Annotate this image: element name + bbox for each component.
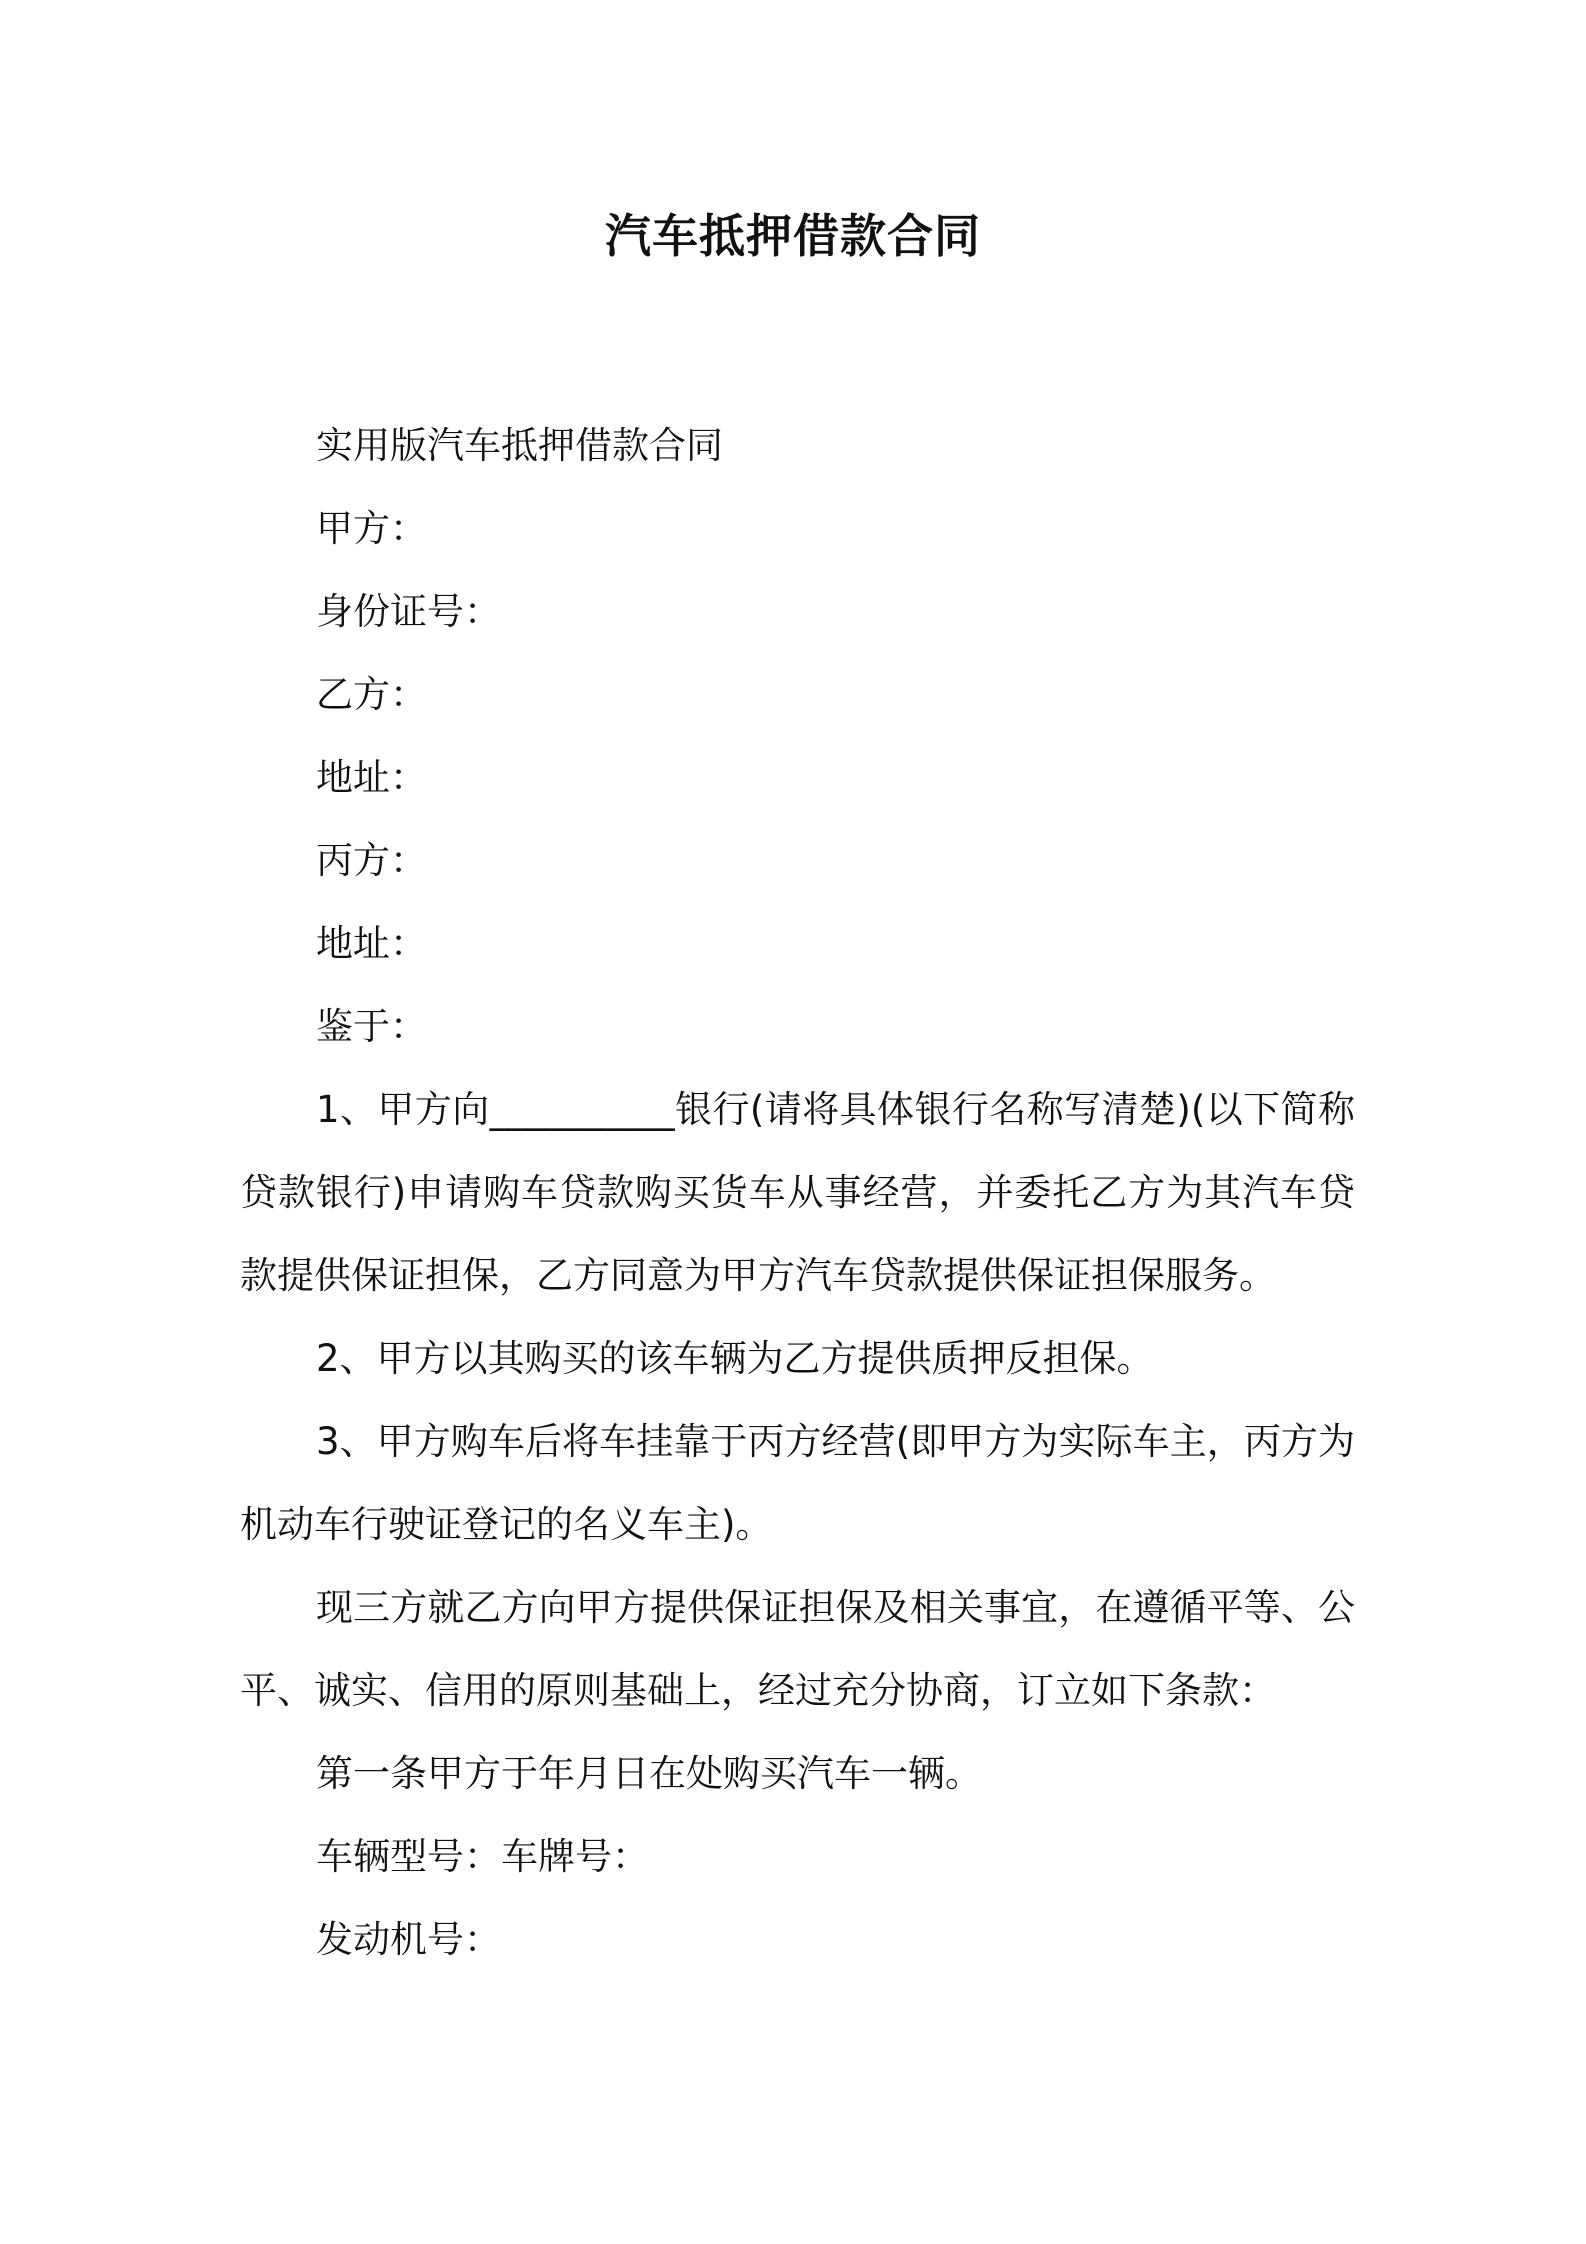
- clause-3-paragraph: 3、甲方购车后将车挂靠于丙方经营(即甲方为实际车主，丙方为机动车行驶证登记的名义车主)。: [240, 1420, 1355, 1546]
- agreement-paragraph: 现三方就乙方向甲方提供保证担保及相关事宜，在遵循平等、公平、诚实、信用的原则基础上，经过充分协商，订立如下条款：: [240, 1586, 1355, 1712]
- subtitle-line: 实用版汽车抵押借款合同: [316, 424, 723, 467]
- article-1-line: 第一条甲方于年月日在处购买汽车一辆。: [316, 1752, 982, 1795]
- party-b-address-line: 地址：: [316, 756, 427, 799]
- id-number-line: 身份证号：: [316, 590, 501, 633]
- engine-number-line: 发动机号：: [316, 1918, 501, 1961]
- document-body: [240, 404, 1355, 1981]
- document-title: 汽车抵押借款合同: [605, 209, 981, 263]
- clause-2-paragraph: 2、甲方以其购买的该车辆为乙方提供质押反担保。: [316, 1337, 1154, 1380]
- party-c-line: 丙方：: [316, 839, 427, 882]
- whereas-line: 鉴于：: [316, 1005, 427, 1048]
- party-b-line: 乙方：: [316, 673, 427, 716]
- vehicle-model-line: 车辆型号：车牌号：: [316, 1835, 649, 1878]
- party-c-address-line: 地址：: [316, 922, 427, 965]
- party-a-line: 甲方：: [316, 507, 427, 550]
- clause-1-paragraph: 1、甲方向__________银行(请将具体银行名称写清楚)(以下简称贷款银行)申请购车贷款购买货车从事经营，并委托乙方为其汽车贷款提供保证担保，乙方同意为甲方汽车贷款提供保证担保服务。: [240, 1088, 1355, 1297]
